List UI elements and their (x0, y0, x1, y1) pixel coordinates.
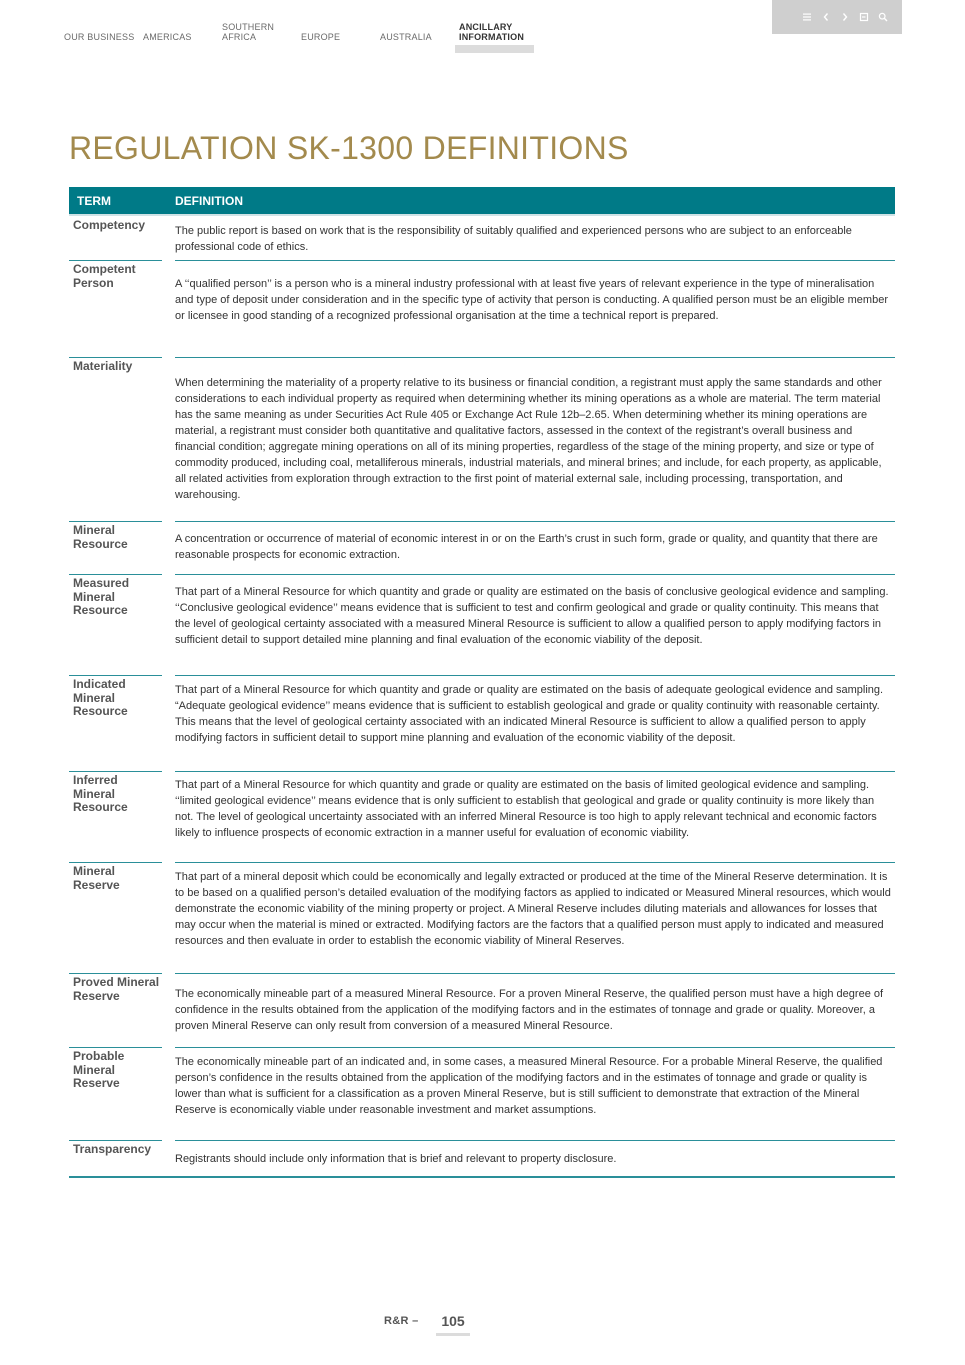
definition-cell: A concentration or occurrence of material of economic interest in or on the Earth’s crust in such form, grade or quality, and quantity that there are reasonable prospects for economic extraction. (175, 533, 878, 561)
nav-label-line2: OUR BUSINESS (64, 32, 135, 42)
nav-europe[interactable] (301, 22, 340, 42)
definition-cell: The economically mineable part of an indicated and, in some cases, a measured Mineral Resource. For a probable Mineral Reserve, the qualified person’s confidence in the results obtained from the application of the modifying factors and in the estimates of tonnage and grade or quality is lower than what is sufficient for a classification as a proven Mineral Reserve, but is still sufficient to demonstrate that extraction of the Mineral Reserve is economically viable under reasonable investment and market assumptions. (175, 1056, 883, 1116)
nav-label-line2: AMERICAS (143, 32, 192, 42)
definition-cell: That part of a Mineral Resource for which quantity and grade or quality are estimated on the basis of adequate geological evidence and sampling. “Adequate geological evidence’’ means evidence that is sufficient to establish geological and grade or quality continuity with reasonable certainty. This means that the level of geological certainty associated with an indicated Mineral Resource is sufficient to allow a qualified person to apply modifying factors in sufficient detail to support mine planning and evaluation of the economic viability of the deposit. (175, 684, 884, 744)
table-row (69, 1140, 895, 1178)
nav-australia[interactable] (380, 22, 432, 42)
top-navigation (0, 0, 965, 60)
table-header (69, 187, 895, 216)
term-cell: Materiality (73, 359, 133, 373)
definition-cell: Registrants should include only information that is brief and relevant to property disclosure. (175, 1153, 617, 1165)
table-row (69, 216, 895, 260)
toolbar (772, 0, 902, 34)
nav-label-line1: ANCILLARY (459, 22, 513, 32)
term-cell: Measured Mineral Resource (73, 576, 130, 617)
definition-cell: When determining the materiality of a property relative to its business or financial condition, a registrant must apply the same standards and other considerations to each individual property as required when determining whether its mining operations as a whole are material. The term material has the same meaning as under Securities Act Rule 405 or Exchange Act Rule 12b–2.65. When determining whether its mining operations are material, a registrant must consider both quantitative and qualitative factors, assessed in the context of the registrant’s overall business and financial condition; aggregate mining operations on all of its mining properties, regardless of the stage of the mining property, and size or type of commodity produced, including coal, metalliferous minerals, industrial materials, and mineral brines; and include, for each property, as applicable, all related activities from exploration through extraction to the first point of material external sale, including processing, transportation, and warehousing. (175, 377, 882, 501)
nav-southern-africa[interactable] (222, 22, 274, 42)
term-cell: Proved Mineral Reserve (73, 975, 160, 1003)
term-cell: Competency (73, 218, 146, 232)
nav-ancillary-information[interactable] (459, 22, 524, 42)
definition-cell: The economically mineable part of a measured Mineral Resource. For a proven Mineral Reserve, the qualified person must have a high degree of confidence in the results obtained from the application of the modifying factors and in the estimates of tonnage and grade or quality. Moreover, a proven Mineral Reserve can only result from conversion of a measured Mineral Resource. (175, 988, 884, 1032)
term-cell: Inferred Mineral Resource (73, 773, 128, 814)
term-cell: Mineral Resource (73, 523, 128, 551)
table-row (69, 1047, 895, 1140)
table-row (69, 675, 895, 771)
footer-label: R&R – (384, 1315, 419, 1327)
menu-icon[interactable] (802, 12, 812, 22)
definition-cell: That part of a Mineral Resource for which quantity and grade or quality are estimated on the basis of conclusive geological evidence and sampling. ‘‘Conclusive geological evidence’’ means evidence that is sufficient to test and confirm geological and grade or quality continuity. This means that the level of geological certainty associated with a measured Mineral Resource is sufficient to allow a qualified person to apply modifying factors in sufficient detail to support detailed mine planning and final evaluation of the economic viability of the deposit. (175, 586, 889, 646)
column-header-definition: DEFINITION (175, 193, 243, 208)
definition-cell: That part of a mineral deposit which could be economically and legally extracted or produced at the time of the Mineral Reserve determination. It is to be based on a qualified person’s detailed evaluation of the modifying factors as applied to indicated or Measured Mineral resources, which would demonstrate the economic viability of the mining property or project. A Mineral Reserve includes diluting materials and allowances for losses that may occur when the material is mined or extracted. Modifying factors are the factors that a qualified person must apply to indicated and measured resources and then evaluate in order to establish the economic viability of Mineral Reserves. (175, 871, 891, 947)
definition-cell: The public report is based on work that is the responsibility of suitably qualified and experienced persons who are subject to an enforceable professional code of ethics. (175, 225, 852, 253)
term-cell: Indicated Mineral Resource (73, 677, 128, 718)
nav-label-line1 (380, 22, 432, 32)
page-footer (0, 1313, 965, 1337)
nav-label-line2: INFORMATION (459, 32, 525, 42)
nav-label-line2: EUROPE (301, 32, 341, 42)
term-cell: Competent Person (73, 262, 136, 290)
term-cell: Transparency (73, 1142, 152, 1156)
nav-label-line1: SOUTHERN (222, 22, 275, 32)
term-cell: Probable Mineral Reserve (73, 1049, 125, 1090)
nav-label-line1 (64, 22, 134, 32)
definitions-table (69, 187, 895, 1178)
table-row (69, 574, 895, 675)
column-header-term: TERM (77, 193, 111, 208)
table-row (69, 260, 895, 357)
table-row (69, 973, 895, 1047)
page-title: REGULATION SK-1300 DEFINITIONS (69, 130, 629, 166)
exit-icon[interactable] (859, 12, 869, 22)
definition-cell: That part of a Mineral Resource for which quantity and grade or quality are estimated on the basis of limited geological evidence and sampling. ‘‘limited geological evidence’’ means evidence that is only sufficient to establish that geological and grade or quality continuity is more likely than not. The level of geological uncertainty associated with an inferred Mineral Resource is too high to apply relevant technical and economic factors likely to influence prospects of economic extraction in a manner useful for evaluation of economic viability. (175, 779, 877, 839)
table-row (69, 357, 895, 521)
chevron-left-icon[interactable] (821, 12, 831, 22)
term-cell: Mineral Reserve (73, 864, 120, 892)
nav-our-business[interactable] (64, 22, 134, 42)
nav-americas[interactable] (143, 22, 192, 42)
nav-label-line1 (301, 22, 340, 32)
table-row (69, 521, 895, 574)
table-row (69, 771, 895, 862)
page-number: 105 (436, 1313, 470, 1336)
search-icon[interactable] (878, 12, 888, 22)
nav-label-line2: AFRICA (222, 32, 257, 42)
nav-label-line2: AUSTRALIA (380, 32, 432, 42)
nav-label-line1 (143, 22, 192, 32)
table-row (69, 862, 895, 973)
definition-cell: A ‘‘qualified person’’ is a person who is a mineral industry professional with at least five years of relevant experience in the type of mineralisation and type of deposit under consideration and in the specific type of activity that person is conducting. A qualified person must be an eligible member or licensee in good standing of a recognized professional organisation at the time a technical report is prepared. (175, 278, 888, 322)
chevron-right-icon[interactable] (840, 12, 850, 22)
active-tab-indicator (455, 45, 534, 53)
